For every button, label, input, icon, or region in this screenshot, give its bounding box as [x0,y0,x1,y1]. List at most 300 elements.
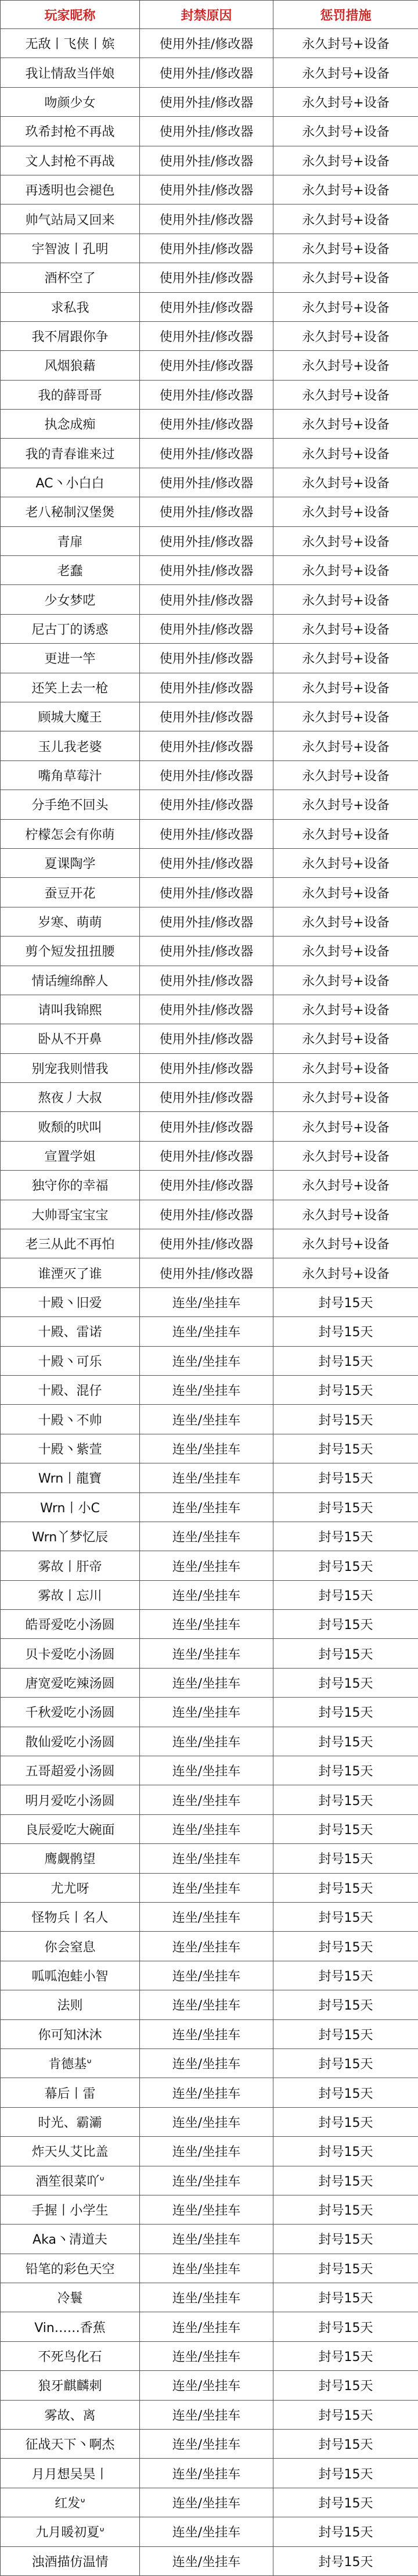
player-name-cell: 法则 [1,1990,140,2019]
table-row [1,1200,418,1229]
penalty-cell: 永久封号+设备 [273,1171,418,1200]
ban-reason-cell: 使用外挂/修改器 [140,234,273,263]
ban-reason-cell: 使用外挂/修改器 [140,760,273,790]
table-row [1,614,418,643]
ban-reason-cell: 使用外挂/修改器 [140,1024,273,1053]
table-row [1,146,418,175]
table-row [1,1522,418,1551]
ban-reason-cell: 连坐/坐挂车 [140,1990,273,2019]
penalty-cell: 永久封号+设备 [273,614,418,643]
player-name-cell: 你会窒息 [1,1932,140,1961]
penalty-cell: 永久封号+设备 [273,1229,418,1258]
player-name-cell: 怪物兵丨名人 [1,1903,140,1932]
penalty-cell: 封号15天 [273,2078,418,2107]
ban-reason-cell: 使用外挂/修改器 [140,1258,273,1287]
penalty-cell: 永久封号+设备 [273,790,418,819]
penalty-cell: 永久封号+设备 [273,468,418,497]
ban-reason-cell: 连坐/坐挂车 [140,2488,273,2517]
ban-reason-cell: 连坐/坐挂车 [140,2546,273,2575]
player-name-cell: 我的青春谁来过 [1,439,140,468]
table-row [1,1229,418,1258]
player-name-cell: 雾故丨忘川 [1,1580,140,1609]
ban-reason-cell: 连坐/坐挂车 [140,2195,273,2224]
penalty-cell: 封号15天 [273,2137,418,2166]
penalty-cell: 永久封号+设备 [273,263,418,292]
ban-reason-cell: 连坐/坐挂车 [140,1522,273,1551]
player-name-cell: 玖希封枪不再战 [1,117,140,146]
table-row [1,175,418,204]
penalty-cell: 封号15天 [273,1639,418,1668]
penalty-cell: 永久封号+设备 [273,117,418,146]
ban-reason-cell: 使用外挂/修改器 [140,556,273,585]
table-row [1,995,418,1024]
player-name-cell: 时光、霸灞 [1,2107,140,2136]
penalty-cell: 永久封号+设备 [273,58,418,87]
ban-reason-cell: 使用外挂/修改器 [140,878,273,907]
table-row [1,585,418,614]
penalty-cell: 封号15天 [273,2341,418,2370]
player-name-cell: 分手绝不回头 [1,790,140,819]
ban-reason-cell: 连坐/坐挂车 [140,1346,273,1375]
player-name-cell: 散仙爱吃小汤圆 [1,1727,140,1756]
penalty-cell: 封号15天 [273,2546,418,2575]
player-name-cell: 夏课陶学 [1,848,140,877]
player-name-cell: 别宠我则惜我 [1,1053,140,1082]
ban-reason-cell: 使用外挂/修改器 [140,702,273,731]
ban-reason-cell: 使用外挂/修改器 [140,1083,273,1112]
table-row [1,2107,418,2136]
table-row [1,1405,418,1434]
player-name-cell: 风烟狼藉 [1,351,140,380]
table-row [1,2488,418,2517]
player-name-cell: 青扉 [1,526,140,555]
table-row [1,468,418,497]
table-row [1,1990,418,2019]
table-row [1,2283,418,2312]
ban-reason-cell: 使用外挂/修改器 [140,731,273,760]
table-row [1,292,418,321]
player-name-cell: 贝卡爱吃小汤圆 [1,1639,140,1668]
penalty-cell: 永久封号+设备 [273,234,418,263]
ban-reason-cell: 使用外挂/修改器 [140,907,273,936]
player-name-cell: 我不屑跟你争 [1,321,140,350]
table-row [1,1083,418,1112]
table-row [1,731,418,760]
player-name-cell: 月月想吴昊丨 [1,2459,140,2488]
table-row [1,1580,418,1609]
table-row [1,2517,418,2546]
ban-reason-cell: 使用外挂/修改器 [140,995,273,1024]
table-row [1,1610,418,1639]
ban-reason-cell: 使用外挂/修改器 [140,117,273,146]
penalty-cell: 封号15天 [273,2166,418,2195]
player-name-cell: 剪个短发扭扭腰 [1,937,140,966]
ban-reason-cell: 使用外挂/修改器 [140,263,273,292]
player-name-cell: 呱呱泡蛙小智 [1,1961,140,1990]
table-row [1,1463,418,1492]
player-name-cell: 征战天下丶啊杰 [1,2430,140,2459]
player-name-cell: 我的薛哥哥 [1,380,140,409]
table-row [1,702,418,731]
penalty-cell: 封号15天 [273,1932,418,1961]
penalty-cell: 永久封号+设备 [273,410,418,439]
table-row [1,673,418,702]
player-name-cell: 无敌丨飞侠丨嫔 [1,29,140,58]
penalty-cell: 永久封号+设备 [273,1083,418,1112]
ban-reason-cell: 连坐/坐挂车 [140,2078,273,2107]
penalty-cell: 永久封号+设备 [273,644,418,673]
player-name-cell: 老蠢 [1,556,140,585]
player-name-cell: 老三从此不再怕 [1,1229,140,1258]
ban-reason-cell: 连坐/坐挂车 [140,1551,273,1580]
player-name-cell: 明月爱吃小汤圆 [1,1785,140,1814]
header-penalty: 惩罚措施 [273,1,418,29]
player-name-cell: 雾故丨肝帝 [1,1551,140,1580]
player-name-cell: 尼古丁的诱惑 [1,614,140,643]
table-row [1,2048,418,2078]
ban-reason-cell: 连坐/坐挂车 [140,1434,273,1463]
ban-reason-cell: 连坐/坐挂车 [140,2400,273,2429]
penalty-cell: 封号15天 [273,1668,418,1697]
penalty-cell: 永久封号+设备 [273,907,418,936]
ban-reason-cell: 使用外挂/修改器 [140,410,273,439]
player-name-cell: AC丶小白白 [1,468,140,497]
penalty-cell: 封号15天 [273,2430,418,2459]
table-row [1,1844,418,1873]
ban-reason-cell: 使用外挂/修改器 [140,819,273,848]
player-name-cell: Aka丶清道夫 [1,2225,140,2254]
player-name-cell: Wrn丫梦忆辰 [1,1522,140,1551]
table-header [1,1,418,29]
table-row [1,644,418,673]
player-name-cell: 雾故、离 [1,2400,140,2429]
table-row [1,1024,418,1053]
ban-reason-cell: 连坐/坐挂车 [140,1844,273,1873]
penalty-cell: 永久封号+设备 [273,1053,418,1082]
ban-reason-cell: 使用外挂/修改器 [140,1229,273,1258]
ban-reason-cell: 连坐/坐挂车 [140,1463,273,1492]
penalty-cell: 封号15天 [273,2400,418,2429]
table-row [1,2459,418,2488]
ban-reason-cell: 连坐/坐挂车 [140,1873,273,1902]
penalty-cell: 永久封号+设备 [273,937,418,966]
table-row [1,556,418,585]
ban-reason-cell: 使用外挂/修改器 [140,614,273,643]
penalty-cell: 封号15天 [273,2459,418,2488]
penalty-cell: 永久封号+设备 [273,995,418,1024]
header-ban-reason: 封禁原因 [140,1,273,29]
player-name-cell: 岁寒、萌萌 [1,907,140,936]
ban-reason-cell: 连坐/坐挂车 [140,1287,273,1316]
penalty-cell: 永久封号+设备 [273,673,418,702]
ban-reason-cell: 连坐/坐挂车 [140,2137,273,2166]
table-row [1,87,418,116]
table-row [1,1814,418,1843]
ban-reason-cell: 使用外挂/修改器 [140,790,273,819]
player-name-cell: 文人封枪不再战 [1,146,140,175]
table-row [1,263,418,292]
penalty-cell: 封号15天 [273,2225,418,2254]
penalty-cell: 永久封号+设备 [273,819,418,848]
table-row [1,966,418,995]
penalty-cell: 封号15天 [273,1434,418,1463]
table-row [1,2137,418,2166]
player-name-cell: 五哥超爱小汤圆 [1,1756,140,1785]
player-name-cell: 宇智波丨孔明 [1,234,140,263]
player-name-cell: 少女梦呓 [1,585,140,614]
ban-reason-cell: 使用外挂/修改器 [140,292,273,321]
penalty-cell: 封号15天 [273,2195,418,2224]
penalty-cell: 永久封号+设备 [273,351,418,380]
player-name-cell: 我让情敌当伴娘 [1,58,140,87]
player-name-cell: 老八秘制汉堡煲 [1,497,140,526]
header-player-name: 玩家昵称 [1,1,140,29]
table-row [1,2312,418,2341]
player-name-cell: 请叫我锦熙 [1,995,140,1024]
table-row [1,2371,418,2400]
player-name-cell: 肯德基ᐡ [1,2048,140,2078]
penalty-cell: 封号15天 [273,2312,418,2341]
ban-reason-cell: 连坐/坐挂车 [140,1405,273,1434]
ban-reason-cell: 连坐/坐挂车 [140,1375,273,1404]
ban-reason-cell: 连坐/坐挂车 [140,2371,273,2400]
ban-reason-cell: 连坐/坐挂车 [140,2459,273,2488]
ban-reason-cell: 连坐/坐挂车 [140,1698,273,1727]
table-row [1,1932,418,1961]
ban-reason-cell: 连坐/坐挂车 [140,1961,273,1990]
penalty-cell: 永久封号+设备 [273,848,418,877]
ban-reason-cell: 连坐/坐挂车 [140,2430,273,2459]
ban-reason-cell: 使用外挂/修改器 [140,526,273,555]
table-row [1,2430,418,2459]
table-row [1,1668,418,1697]
player-name-cell: 情话缠绵醉人 [1,966,140,995]
penalty-cell: 封号15天 [273,2488,418,2517]
ban-reason-cell: 连坐/坐挂车 [140,1932,273,1961]
penalty-cell: 永久封号+设备 [273,1141,418,1170]
ban-reason-cell: 使用外挂/修改器 [140,321,273,350]
table-row [1,1698,418,1727]
ban-reason-cell: 连坐/坐挂车 [140,1785,273,1814]
table-row [1,1375,418,1404]
table-row [1,204,418,234]
table-row [1,760,418,790]
player-name-cell: 尤尤呀 [1,1873,140,1902]
table-row [1,1492,418,1522]
player-name-cell: 九月暖初夏ᐡ [1,2517,140,2546]
table-row [1,1873,418,1902]
ban-reason-cell: 连坐/坐挂车 [140,2254,273,2283]
player-name-cell: 浊酒描仿温情 [1,2546,140,2575]
ban-reason-cell: 使用外挂/修改器 [140,351,273,380]
penalty-cell: 永久封号+设备 [273,556,418,585]
penalty-cell: 封号15天 [273,1990,418,2019]
table-row [1,848,418,877]
ban-reason-cell: 使用外挂/修改器 [140,644,273,673]
player-name-cell: 还笑上去一枪 [1,673,140,702]
player-name-cell: 再透明也会褪色 [1,175,140,204]
ban-reason-cell: 连坐/坐挂车 [140,1317,273,1346]
ban-reason-cell: 连坐/坐挂车 [140,2107,273,2136]
ban-reason-cell: 连坐/坐挂车 [140,2341,273,2370]
ban-reason-cell: 连坐/坐挂车 [140,2312,273,2341]
penalty-cell: 封号15天 [273,1814,418,1843]
player-name-cell: 宣置学姐 [1,1141,140,1170]
ban-reason-cell: 连坐/坐挂车 [140,1756,273,1785]
ban-reason-cell: 连坐/坐挂车 [140,2166,273,2195]
table-row [1,1727,418,1756]
player-name-cell: 红发ᐡ [1,2488,140,2517]
penalty-cell: 封号15天 [273,1844,418,1873]
ban-reason-cell: 使用外挂/修改器 [140,468,273,497]
table-body [1,29,418,2576]
player-name-cell: 十殿、雷诺 [1,1317,140,1346]
ban-reason-cell: 使用外挂/修改器 [140,848,273,877]
ban-reason-cell: 使用外挂/修改器 [140,204,273,234]
penalty-cell: 封号15天 [273,2254,418,2283]
table-row [1,1639,418,1668]
player-name-cell: 千秋爱吃小汤圆 [1,1698,140,1727]
table-row [1,1258,418,1287]
table-row [1,29,418,58]
table-row [1,1785,418,1814]
table-row [1,790,418,819]
penalty-cell: 永久封号+设备 [273,321,418,350]
penalty-cell: 封号15天 [273,1698,418,1727]
player-name-cell: 酒杯空了 [1,263,140,292]
table-row [1,58,418,87]
penalty-cell: 封号15天 [273,1522,418,1551]
player-name-cell: 唐宽爱吃辣汤圆 [1,1668,140,1697]
player-name-cell: 良辰爱吃大碗面 [1,1814,140,1843]
table-row [1,907,418,936]
penalty-cell: 永久封号+设备 [273,526,418,555]
table-row [1,878,418,907]
table-row [1,526,418,555]
ban-reason-cell: 使用外挂/修改器 [140,937,273,966]
table-row [1,1961,418,1990]
penalty-cell: 永久封号+设备 [273,731,418,760]
ban-reason-cell: 使用外挂/修改器 [140,1053,273,1082]
ban-reason-cell: 使用外挂/修改器 [140,146,273,175]
table-row [1,1346,418,1375]
player-name-cell: 皓哥爱吃小汤圆 [1,1610,140,1639]
player-name-cell: 十殿、混仔 [1,1375,140,1404]
player-name-cell: 败颓的吠叫 [1,1112,140,1141]
penalty-cell: 永久封号+设备 [273,204,418,234]
ban-reason-cell: 使用外挂/修改器 [140,1200,273,1229]
penalty-cell: 永久封号+设备 [273,380,418,409]
penalty-cell: 封号15天 [273,1580,418,1609]
player-name-cell: 幕后丨雷 [1,2078,140,2107]
penalty-cell: 永久封号+设备 [273,1024,418,1053]
penalty-cell: 永久封号+设备 [273,497,418,526]
player-name-cell: 帅气站局又回来 [1,204,140,234]
penalty-cell: 封号15天 [273,1375,418,1404]
player-name-cell: 大帅哥宝宝宝 [1,1200,140,1229]
table-row [1,1171,418,1200]
penalty-cell: 封号15天 [273,2283,418,2312]
player-name-cell: 嘴角草莓汁 [1,760,140,790]
penalty-cell: 封号15天 [273,1903,418,1932]
table-row [1,321,418,350]
player-name-cell: 蚕豆开花 [1,878,140,907]
penalty-cell: 永久封号+设备 [273,1112,418,1141]
penalty-cell: 封号15天 [273,1756,418,1785]
player-name-cell: 吻颜少女 [1,87,140,116]
player-name-cell: 执念成痴 [1,410,140,439]
penalty-cell: 永久封号+设备 [273,87,418,116]
penalty-cell: 永久封号+设备 [273,1258,418,1287]
penalty-cell: 封号15天 [273,1551,418,1580]
table-row [1,1112,418,1141]
player-name-cell: 玉儿我老婆 [1,731,140,760]
penalty-cell: 永久封号+设备 [273,175,418,204]
table-row [1,2019,418,2048]
table-row [1,819,418,848]
penalty-cell: 封号15天 [273,1317,418,1346]
table-row [1,1756,418,1785]
penalty-cell: 封号15天 [273,1287,418,1316]
table-row [1,234,418,263]
player-name-cell: 十殿丶可乐 [1,1346,140,1375]
table-row [1,1317,418,1346]
player-name-cell: 不死鸟化石 [1,2341,140,2370]
player-name-cell: 十殿丶紫萱 [1,1434,140,1463]
ban-reason-cell: 使用外挂/修改器 [140,1141,273,1170]
penalty-cell: 封号15天 [273,1873,418,1902]
table-row [1,2546,418,2575]
ban-reason-cell: 使用外挂/修改器 [140,380,273,409]
ban-reason-cell: 使用外挂/修改器 [140,439,273,468]
ban-reason-cell: 使用外挂/修改器 [140,585,273,614]
penalty-cell: 永久封号+设备 [273,966,418,995]
ban-reason-cell: 连坐/坐挂车 [140,1727,273,1756]
table-row [1,1287,418,1316]
ban-reason-cell: 连坐/坐挂车 [140,1492,273,1522]
table-row [1,2225,418,2254]
ban-reason-cell: 连坐/坐挂车 [140,1639,273,1668]
penalty-cell: 永久封号+设备 [273,1200,418,1229]
penalty-cell: 封号15天 [273,1961,418,1990]
penalty-cell: 永久封号+设备 [273,760,418,790]
table-row [1,2341,418,2370]
ban-reason-cell: 使用外挂/修改器 [140,1171,273,1200]
penalty-cell: 永久封号+设备 [273,146,418,175]
table-row [1,2195,418,2224]
ban-reason-cell: 连坐/坐挂车 [140,2019,273,2048]
ban-reason-cell: 连坐/坐挂车 [140,1610,273,1639]
player-name-cell: 铅笔的彩色天空 [1,2254,140,2283]
penalty-cell: 封号15天 [273,2019,418,2048]
player-name-cell: 炸天乆艾比盖 [1,2137,140,2166]
penalty-cell: 封号15天 [273,1405,418,1434]
penalty-cell: 封号15天 [273,1463,418,1492]
table-row [1,1551,418,1580]
player-name-cell: 你可知沐沐 [1,2019,140,2048]
table-row [1,439,418,468]
player-name-cell: 酒笙很菜吖ᐡ [1,2166,140,2195]
ban-reason-cell: 连坐/坐挂车 [140,1668,273,1697]
player-name-cell: 顾城大魔王 [1,702,140,731]
penalty-cell: 永久封号+设备 [273,878,418,907]
table-row [1,117,418,146]
player-name-cell: 独守你的幸福 [1,1171,140,1200]
penalty-cell: 封号15天 [273,1610,418,1639]
player-name-cell: 十殿丶旧爱 [1,1287,140,1316]
header-row [1,1,418,29]
player-name-cell: Wrn丨龍寶 [1,1463,140,1492]
